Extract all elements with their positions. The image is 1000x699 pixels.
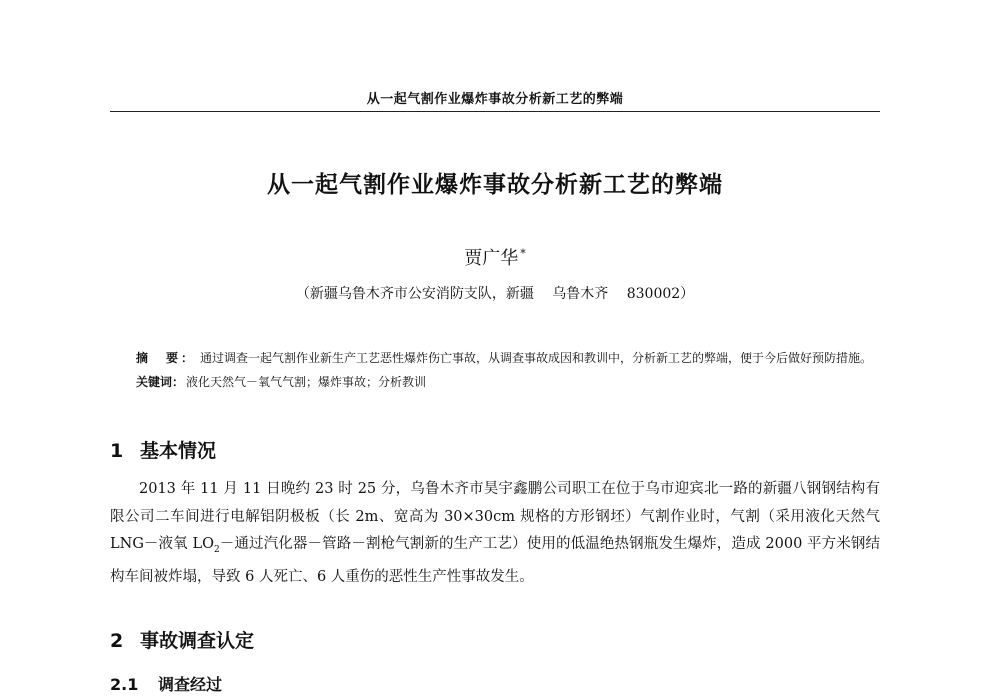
section-heading-2 bbox=[110, 626, 254, 653]
subsection-heading-2-1 bbox=[110, 672, 222, 695]
paragraph-subscript: 2 bbox=[214, 544, 220, 555]
paper-title: 从一起气割作业爆炸事故分析新工艺的弊端 bbox=[267, 172, 723, 198]
body-paragraph bbox=[110, 476, 880, 592]
section-number: 2 bbox=[110, 630, 124, 652]
header-rule bbox=[110, 111, 880, 112]
running-header: 从一起气割作业爆炸事故分析新工艺的弊端 bbox=[366, 92, 624, 107]
paragraph-text-b: －通过汽化器－管路－割枪气割新的生产工艺）使用的低温绝热钢瓶发生爆炸，造成 2000 平方米钢结构车间被炸塌，导致 6 人死亡、6 人重伤的恶性生产性事故发生。 bbox=[110, 536, 880, 586]
author bbox=[110, 244, 880, 270]
abstract-label: 摘 要： bbox=[136, 351, 197, 365]
abstract-text: 通过调查一起气割作业新生产工艺恶性爆炸伤亡事故，从调查事故成因和教训中，分析新工艺的弊端，便于今后做好预防措施。 bbox=[200, 351, 873, 365]
subsection-title: 调查经过 bbox=[158, 675, 223, 694]
keywords-text: 液化天然气－氧气气割；爆炸事故；分析教训 bbox=[186, 375, 427, 389]
author-name: 贾广华 bbox=[464, 248, 519, 269]
section-number: 1 bbox=[110, 440, 124, 462]
subsection-number: 2.1 bbox=[110, 675, 139, 694]
section-heading-1 bbox=[110, 436, 216, 463]
keywords-label: 关键词： bbox=[136, 375, 185, 389]
section-title: 事故调查认定 bbox=[140, 630, 255, 652]
author-footnote-marker: * bbox=[520, 247, 526, 260]
section-title: 基本情况 bbox=[140, 440, 217, 462]
affiliation: （新疆乌鲁木齐市公安消防支队，新疆 乌鲁木齐 830002） bbox=[295, 286, 695, 302]
abstract bbox=[110, 346, 880, 370]
abstract-block bbox=[110, 346, 880, 394]
keywords bbox=[136, 370, 880, 394]
paragraph-text-a: 2013 年 11 月 11 日晚约 23 时 25 分，乌鲁木齐市昊宇鑫鹏公司职工在位于乌市迎宾北一路的新疆八钢钢结构有限公司二车间进行电解铝阴极板（长 2m、宽高为 30×30cm 规格的方形钢坯）气割作业时，气割（采用液化天然气 LNG－液氧 LO bbox=[110, 481, 880, 552]
